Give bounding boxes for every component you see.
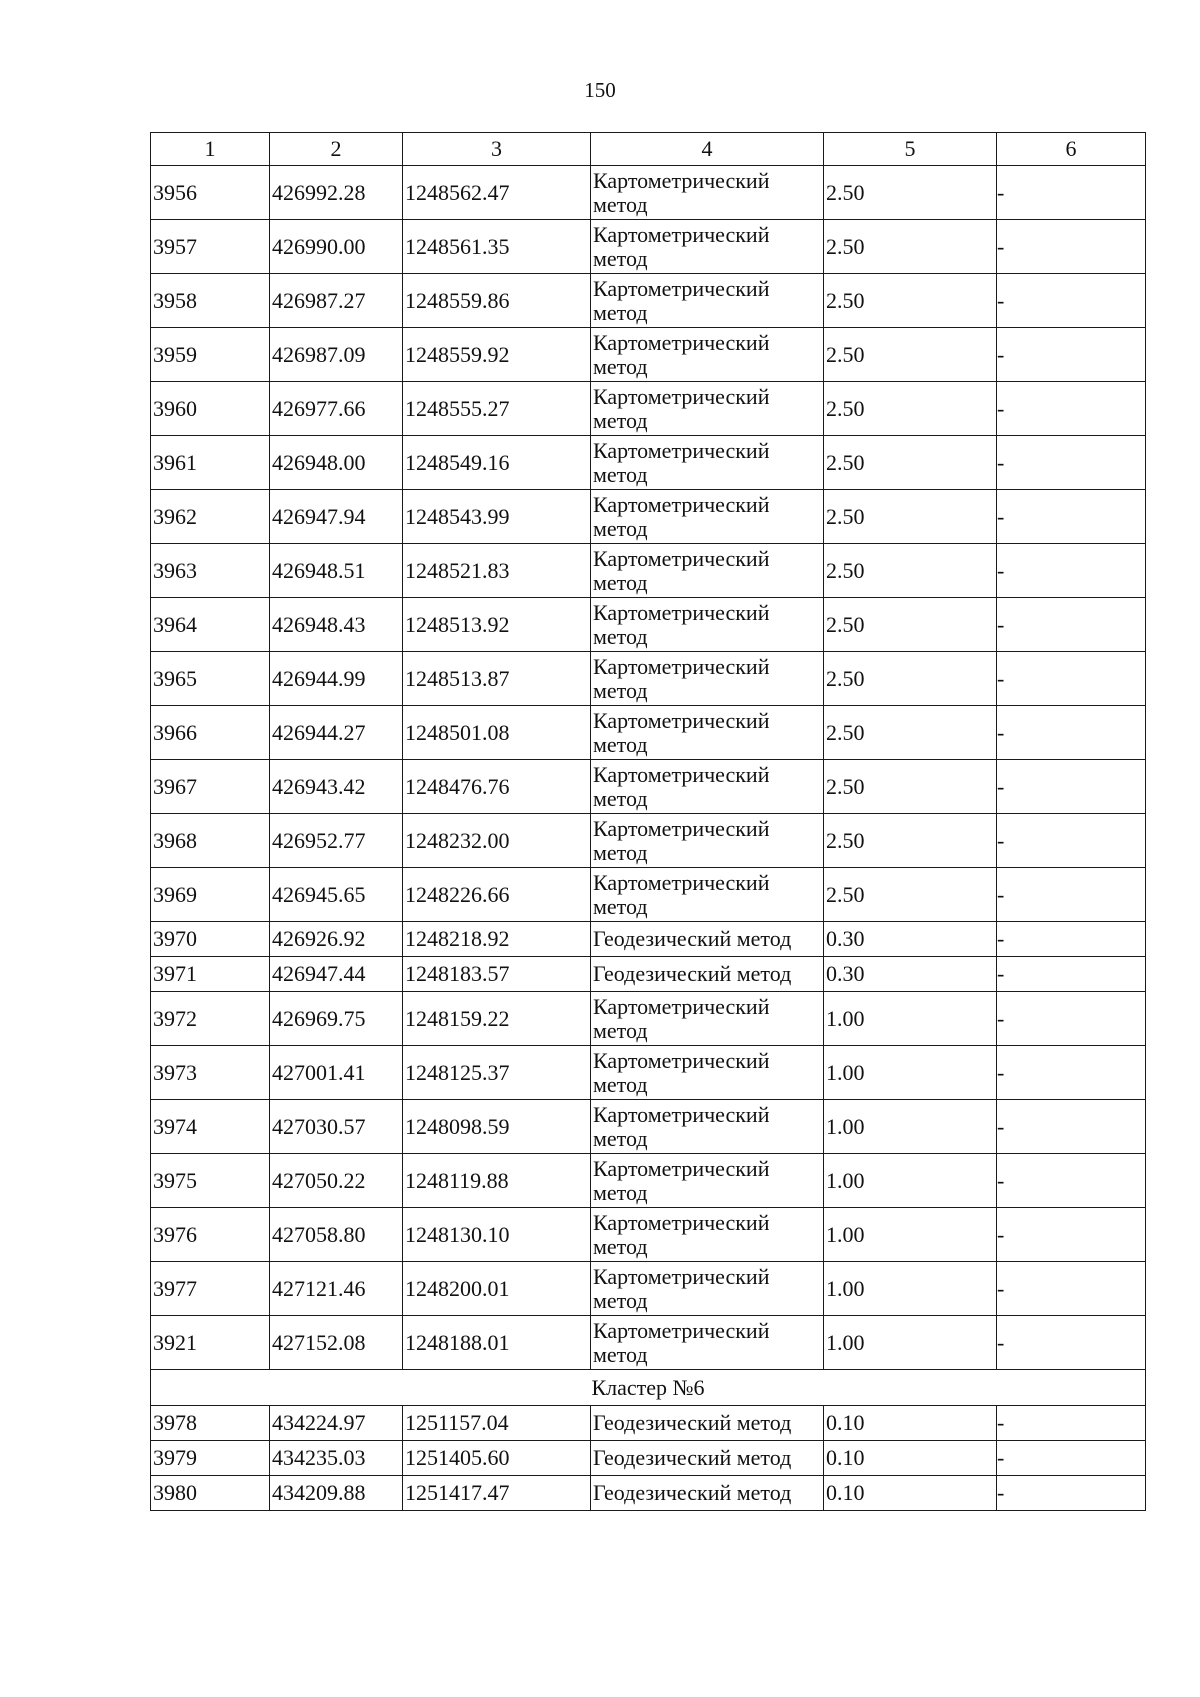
point-number-cell: 3978: [151, 1406, 270, 1441]
x-coordinate-cell: 426952.77: [270, 814, 403, 868]
table-row: [151, 706, 1146, 760]
x-coordinate-cell: 427152.08: [270, 1316, 403, 1370]
point-number-cell: 3958: [151, 274, 270, 328]
y-coordinate-cell: 1248119.88: [403, 1154, 591, 1208]
y-coordinate-cell: 1248159.22: [403, 992, 591, 1046]
accuracy-cell: 2.50: [824, 706, 997, 760]
point-number-cell: 3971: [151, 957, 270, 992]
method-cell: Картометрический метод: [591, 274, 824, 328]
page-number: 150: [584, 78, 616, 102]
method-cell: Картометрический метод: [591, 166, 824, 220]
note-cell: -: [997, 922, 1146, 957]
x-coordinate-cell: 426947.94: [270, 490, 403, 544]
y-coordinate-cell: 1248559.92: [403, 328, 591, 382]
y-coordinate-cell: 1251417.47: [403, 1476, 591, 1511]
note-cell: -: [997, 992, 1146, 1046]
point-number-cell: 3973: [151, 1046, 270, 1100]
method-cell: Картометрический метод: [591, 1208, 824, 1262]
table-row: [151, 1441, 1146, 1476]
y-coordinate-cell: 1251405.60: [403, 1441, 591, 1476]
note-cell: -: [997, 274, 1146, 328]
accuracy-cell: 1.00: [824, 1154, 997, 1208]
note-cell: -: [997, 1100, 1146, 1154]
point-number-cell: 3967: [151, 760, 270, 814]
point-number-cell: 3956: [151, 166, 270, 220]
table-row: [151, 1100, 1146, 1154]
accuracy-cell: 2.50: [824, 220, 997, 274]
point-number-cell: 3960: [151, 382, 270, 436]
point-number-cell: 3972: [151, 992, 270, 1046]
accuracy-cell: 1.00: [824, 1046, 997, 1100]
y-coordinate-cell: 1248559.86: [403, 274, 591, 328]
note-cell: -: [997, 760, 1146, 814]
point-number-cell: 3921: [151, 1316, 270, 1370]
y-coordinate-cell: 1248549.16: [403, 436, 591, 490]
accuracy-cell: 1.00: [824, 1262, 997, 1316]
x-coordinate-cell: 434235.03: [270, 1441, 403, 1476]
point-number-cell: 3974: [151, 1100, 270, 1154]
method-cell: Картометрический метод: [591, 220, 824, 274]
table-row: [151, 598, 1146, 652]
y-coordinate-cell: 1248226.66: [403, 868, 591, 922]
table-row: [151, 814, 1146, 868]
method-cell: Картометрический метод: [591, 1262, 824, 1316]
method-cell: Картометрический метод: [591, 490, 824, 544]
accuracy-cell: 2.50: [824, 760, 997, 814]
table-header-row: [151, 133, 1146, 166]
note-cell: -: [997, 1262, 1146, 1316]
x-coordinate-cell: 426943.42: [270, 760, 403, 814]
y-coordinate-cell: 1248183.57: [403, 957, 591, 992]
point-number-cell: 3976: [151, 1208, 270, 1262]
y-coordinate-cell: 1248513.87: [403, 652, 591, 706]
table-row: [151, 328, 1146, 382]
method-cell: Геодезический метод: [591, 957, 824, 992]
point-number-cell: 3969: [151, 868, 270, 922]
y-coordinate-cell: 1248200.01: [403, 1262, 591, 1316]
x-coordinate-cell: 427030.57: [270, 1100, 403, 1154]
table-row: [151, 166, 1146, 220]
accuracy-cell: 2.50: [824, 328, 997, 382]
accuracy-cell: 1.00: [824, 992, 997, 1046]
y-coordinate-cell: 1248130.10: [403, 1208, 591, 1262]
method-cell: Картометрический метод: [591, 706, 824, 760]
accuracy-cell: 0.10: [824, 1476, 997, 1511]
table-row: [151, 760, 1146, 814]
column-header: 5: [824, 133, 997, 166]
column-header: 4: [591, 133, 824, 166]
table-row: [151, 544, 1146, 598]
point-number-cell: 3964: [151, 598, 270, 652]
point-number-cell: 3977: [151, 1262, 270, 1316]
accuracy-cell: 1.00: [824, 1208, 997, 1262]
x-coordinate-cell: 427050.22: [270, 1154, 403, 1208]
method-cell: Картометрический метод: [591, 814, 824, 868]
method-cell: Геодезический метод: [591, 1476, 824, 1511]
table-row: [151, 490, 1146, 544]
note-cell: -: [997, 436, 1146, 490]
note-cell: -: [997, 1208, 1146, 1262]
method-cell: Картометрический метод: [591, 1154, 824, 1208]
y-coordinate-cell: 1248501.08: [403, 706, 591, 760]
accuracy-cell: 0.30: [824, 957, 997, 992]
x-coordinate-cell: 434209.88: [270, 1476, 403, 1511]
point-number-cell: 3968: [151, 814, 270, 868]
accuracy-cell: 2.50: [824, 382, 997, 436]
method-cell: Картометрический метод: [591, 382, 824, 436]
accuracy-cell: 2.50: [824, 652, 997, 706]
x-coordinate-cell: 427058.80: [270, 1208, 403, 1262]
point-number-cell: 3970: [151, 922, 270, 957]
accuracy-cell: 2.50: [824, 490, 997, 544]
note-cell: -: [997, 220, 1146, 274]
column-header: 3: [403, 133, 591, 166]
x-coordinate-cell: 426945.65: [270, 868, 403, 922]
table-row: [151, 1262, 1146, 1316]
x-coordinate-cell: 427001.41: [270, 1046, 403, 1100]
method-cell: Картометрический метод: [591, 436, 824, 490]
y-coordinate-cell: 1248561.35: [403, 220, 591, 274]
x-coordinate-cell: 426969.75: [270, 992, 403, 1046]
note-cell: -: [997, 868, 1146, 922]
point-number-cell: 3959: [151, 328, 270, 382]
note-cell: -: [997, 544, 1146, 598]
x-coordinate-cell: 426987.27: [270, 274, 403, 328]
method-cell: Картометрический метод: [591, 652, 824, 706]
x-coordinate-cell: 426926.92: [270, 922, 403, 957]
accuracy-cell: 2.50: [824, 868, 997, 922]
y-coordinate-cell: 1248555.27: [403, 382, 591, 436]
x-coordinate-cell: 426944.99: [270, 652, 403, 706]
x-coordinate-cell: 434224.97: [270, 1406, 403, 1441]
method-cell: Картометрический метод: [591, 544, 824, 598]
method-cell: Картометрический метод: [591, 760, 824, 814]
note-cell: -: [997, 490, 1146, 544]
column-header: 2: [270, 133, 403, 166]
column-header: 6: [997, 133, 1146, 166]
method-cell: Картометрический метод: [591, 1316, 824, 1370]
y-coordinate-cell: 1248476.76: [403, 760, 591, 814]
method-cell: Картометрический метод: [591, 1100, 824, 1154]
x-coordinate-cell: 426992.28: [270, 166, 403, 220]
note-cell: -: [997, 1154, 1146, 1208]
table-row: [151, 1154, 1146, 1208]
accuracy-cell: 0.30: [824, 922, 997, 957]
y-coordinate-cell: 1248513.92: [403, 598, 591, 652]
x-coordinate-cell: 426948.43: [270, 598, 403, 652]
note-cell: -: [997, 706, 1146, 760]
method-cell: Картометрический метод: [591, 992, 824, 1046]
y-coordinate-cell: 1248098.59: [403, 1100, 591, 1154]
table-row: [151, 868, 1146, 922]
x-coordinate-cell: 426948.00: [270, 436, 403, 490]
x-coordinate-cell: 426947.44: [270, 957, 403, 992]
table-row: [151, 1208, 1146, 1262]
method-cell: Картометрический метод: [591, 868, 824, 922]
x-coordinate-cell: 426977.66: [270, 382, 403, 436]
method-cell: Картометрический метод: [591, 598, 824, 652]
point-number-cell: 3961: [151, 436, 270, 490]
y-coordinate-cell: 1248562.47: [403, 166, 591, 220]
y-coordinate-cell: 1248232.00: [403, 814, 591, 868]
note-cell: -: [997, 328, 1146, 382]
y-coordinate-cell: 1251157.04: [403, 1406, 591, 1441]
point-number-cell: 3975: [151, 1154, 270, 1208]
method-cell: Геодезический метод: [591, 1406, 824, 1441]
accuracy-cell: 2.50: [824, 814, 997, 868]
accuracy-cell: 2.50: [824, 274, 997, 328]
table-row: [151, 1476, 1146, 1511]
point-number-cell: 3966: [151, 706, 270, 760]
note-cell: -: [997, 1046, 1146, 1100]
accuracy-cell: 2.50: [824, 436, 997, 490]
method-cell: Геодезический метод: [591, 922, 824, 957]
note-cell: -: [997, 1441, 1146, 1476]
point-number-cell: 3965: [151, 652, 270, 706]
x-coordinate-cell: 426948.51: [270, 544, 403, 598]
table-row: [151, 274, 1146, 328]
x-coordinate-cell: 427121.46: [270, 1262, 403, 1316]
y-coordinate-cell: 1248521.83: [403, 544, 591, 598]
table-row: [151, 220, 1146, 274]
x-coordinate-cell: 426990.00: [270, 220, 403, 274]
x-coordinate-cell: 426987.09: [270, 328, 403, 382]
note-cell: -: [997, 1316, 1146, 1370]
cluster-heading-row: [151, 1370, 1146, 1406]
accuracy-cell: 0.10: [824, 1441, 997, 1476]
accuracy-cell: 2.50: [824, 598, 997, 652]
y-coordinate-cell: 1248218.92: [403, 922, 591, 957]
table-row: [151, 957, 1146, 992]
table-row: [151, 382, 1146, 436]
y-coordinate-cell: 1248125.37: [403, 1046, 591, 1100]
note-cell: -: [997, 1476, 1146, 1511]
x-coordinate-cell: 426944.27: [270, 706, 403, 760]
y-coordinate-cell: 1248188.01: [403, 1316, 591, 1370]
point-number-cell: 3980: [151, 1476, 270, 1511]
note-cell: -: [997, 382, 1146, 436]
point-number-cell: 3962: [151, 490, 270, 544]
point-number-cell: 3979: [151, 1441, 270, 1476]
table-row: [151, 1406, 1146, 1441]
coordinates-table: [150, 132, 1146, 1511]
table-row: [151, 652, 1146, 706]
accuracy-cell: 2.50: [824, 544, 997, 598]
note-cell: -: [997, 652, 1146, 706]
note-cell: -: [997, 1406, 1146, 1441]
accuracy-cell: 2.50: [824, 166, 997, 220]
table-row: [151, 922, 1146, 957]
table-row: [151, 992, 1146, 1046]
point-number-cell: 3963: [151, 544, 270, 598]
note-cell: -: [997, 598, 1146, 652]
note-cell: -: [997, 166, 1146, 220]
table-row: [151, 1046, 1146, 1100]
accuracy-cell: 0.10: [824, 1406, 997, 1441]
method-cell: Картометрический метод: [591, 328, 824, 382]
column-header: 1: [151, 133, 270, 166]
note-cell: -: [997, 957, 1146, 992]
table-row: [151, 1316, 1146, 1370]
accuracy-cell: 1.00: [824, 1316, 997, 1370]
accuracy-cell: 1.00: [824, 1100, 997, 1154]
point-number-cell: 3957: [151, 220, 270, 274]
note-cell: -: [997, 814, 1146, 868]
method-cell: Картометрический метод: [591, 1046, 824, 1100]
cluster-label: Кластер №6: [151, 1370, 1146, 1406]
table-row: [151, 436, 1146, 490]
y-coordinate-cell: 1248543.99: [403, 490, 591, 544]
method-cell: Геодезический метод: [591, 1441, 824, 1476]
